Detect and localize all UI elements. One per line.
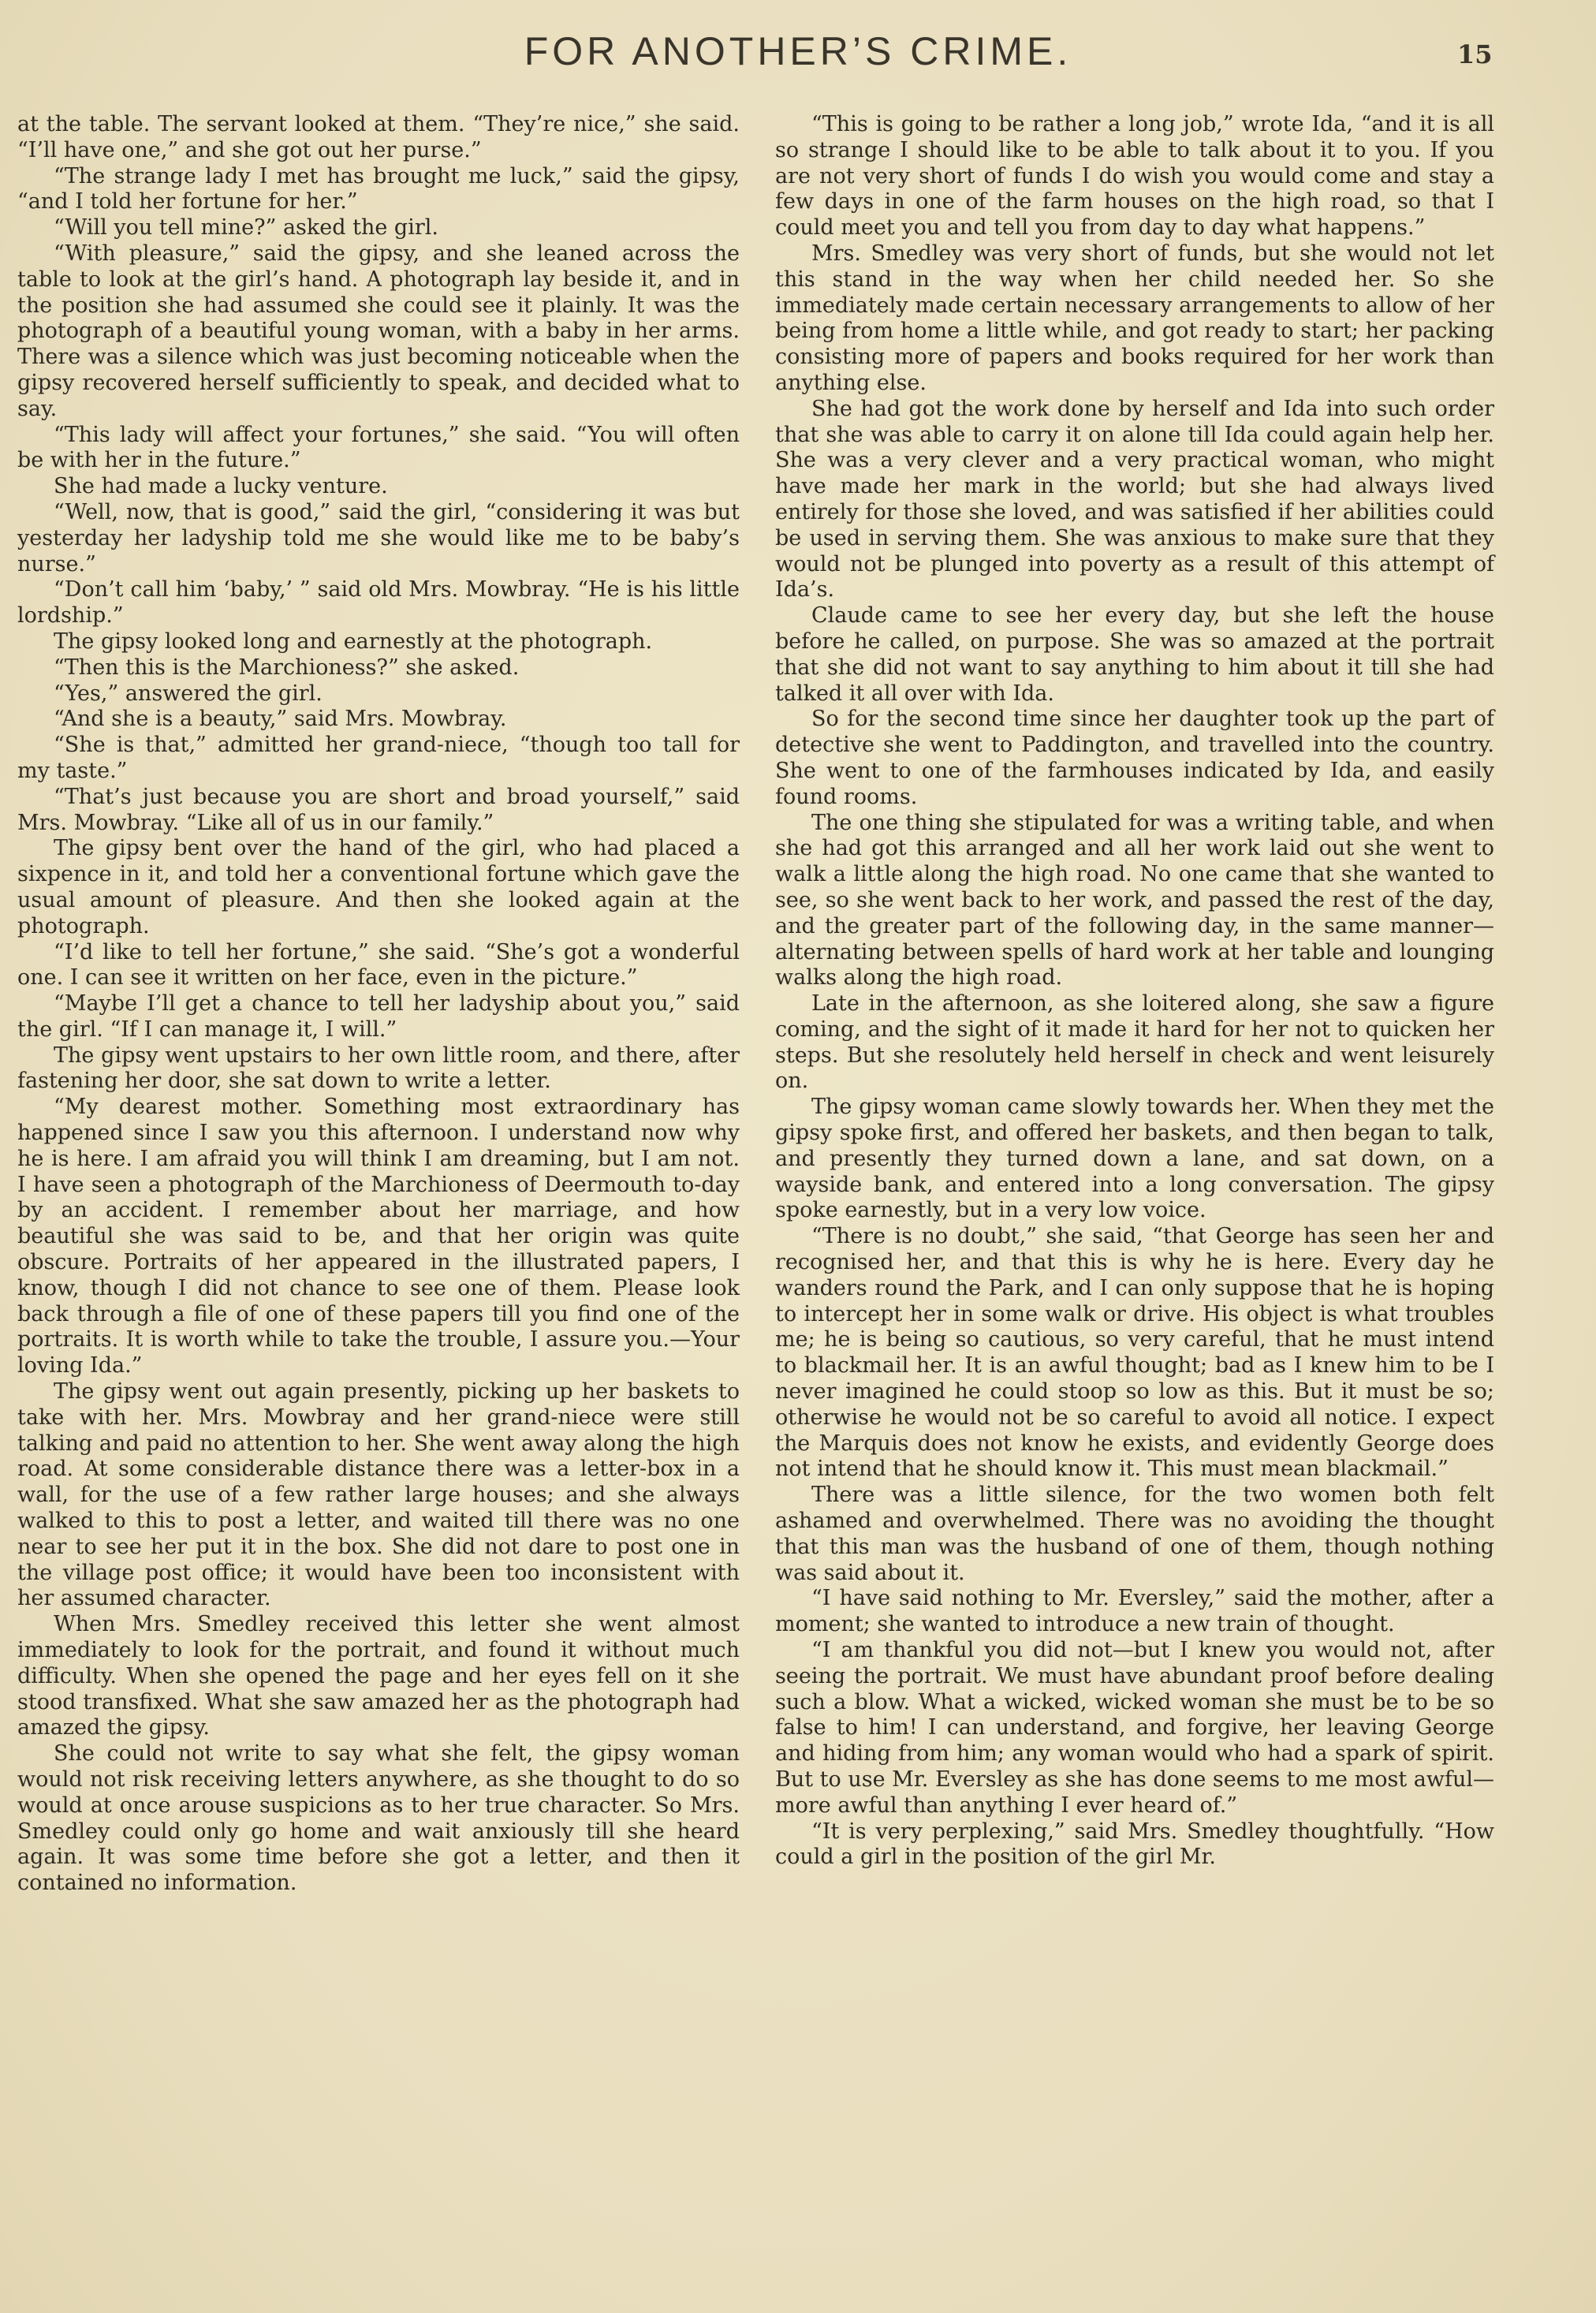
paragraph: She had made a lucky venture. xyxy=(54,474,388,499)
paragraph: at the table. The servant looked at them. “They’re nice,” she said. “I’ll have one,” and she got out her purse.” xyxy=(17,112,740,162)
paragraph: The gipsy bent over the hand of the girl, who had placed a sixpence in it, and told her a conventional fortune which gave the usual amount of pleasure. And then she looked again at the photograph. xyxy=(17,836,740,938)
paragraph: Mrs. Smedley was very short of funds, but she would not let this stand in the way when her child needed her. So she immediately made certain necessary arrangements to allow of her being from home a little while, and got ready to start; her packing consisting more of papers and books required for her work than anything else. xyxy=(775,241,1494,395)
paragraph: So for the second time since her daughter took up the part of detective she went to Paddington, and travelled into the country. She went to one of the farmhouses indicated by Ida, and easily found rooms. xyxy=(775,707,1494,809)
paragraph: There was a little silence, for the two women both felt ashamed and overwhelmed. There was no avoiding the thought that this man was the husband of one of them, though nothing was said about it. xyxy=(775,1483,1494,1585)
paragraph: “With pleasure,” said the gipsy, and she leaned across the table to look at the girl’s hand. A photograph lay beside it, and in the position she had assumed she could see it plainly. It was the photograph of a beautiful young woman, with a baby in her arms. There was a silence which was just becoming noticeable when the gipsy recovered herself sufficiently to speak, and decided what to say. xyxy=(17,241,740,421)
paragraph: The gipsy looked long and earnestly at the photograph. xyxy=(54,629,653,654)
paragraph: The one thing she stipulated for was a writing table, and when she had got this arranged and all her work laid out she went to walk a little along the high road. No one came that she wanted to see, so she went back to her work, and passed the rest of the day, and the greater part of the following day, in the same manner—alternating between spells of hard work at her table and lounging walks along the high road. xyxy=(775,810,1494,990)
paragraph: “Yes,” answered the girl. xyxy=(54,681,323,706)
paragraph: Late in the afternoon, as she loitered along, she saw a figure coming, and the sight of it made it hard for her not to quicken her steps. But she resolutely held herself in check and went leisurely on. xyxy=(775,991,1494,1094)
paragraph: “The strange lady I met has brought me luck,” said the gipsy, “and I told her fortune for her.” xyxy=(17,163,740,215)
paragraph: “And she is a beauty,” said Mrs. Mowbray. xyxy=(54,707,507,732)
right-column xyxy=(775,112,1494,1871)
paragraph: “It is very perplexing,” said Mrs. Smedley thoughtfully. “How could a girl in the position of the girl Mr. xyxy=(775,1819,1494,1870)
paragraph: “Don’t call him ‘baby,’ ” said old Mrs. Mowbray. “He is his little lordship.” xyxy=(17,577,740,629)
paragraph: She had got the work done by herself and Ida into such order that she was able to carry it on alone till Ida could again help her. She was a very clever and a very practical woman, who might have made her mark in the world; but she had always lived entirely for those she loved, and was satisfied if her abilities could be used in serving them. She was anxious to make sure that they would not be plunged into poverty as a result of this attempt of Ida’s. xyxy=(775,396,1494,602)
paragraph: “I’d like to tell her fortune,” she said. “She’s got a wonderful one. I can see it written on her face, even in the picture.” xyxy=(17,939,740,990)
paragraph: “She is that,” admitted her grand-niece, “though too tall for my taste.” xyxy=(17,733,740,783)
paragraph: When Mrs. Smedley received this letter she went almost immediately to look for the portrait, and found it without much difficulty. When she opened the page and her eyes fell on it she stood transfixed. What she saw amazed her as the photograph had amazed the gipsy. xyxy=(17,1612,740,1740)
paragraph: “Will you tell mine?” asked the girl. xyxy=(54,215,438,241)
page-number: 15 xyxy=(1457,39,1493,69)
paragraph: “This is going to be rather a long job,” wrote Ida, “and it is all so strange I should like to be able to talk about it to you. If you are not very short of funds I do wish you would come and stay a few days in one of the farm houses on the high road, so that I could meet you and tell you from day to day what happens.” xyxy=(775,112,1494,241)
left-column xyxy=(17,112,740,1897)
paragraph: “I am thankful you did not—but I knew you would not, after seeing the portrait. We must have abundant proof before dealing such a blow. What a wicked, wicked woman she must be to be so false to him! I can understand, and forgive, her leaving George and hiding from him; any woman would who had a spark of spirit. But to use Mr. Eversley as she has done seems to me most awful—more awful than anything I ever heard of.” xyxy=(775,1638,1494,1818)
paragraph: The gipsy went out again presently, picking up her baskets to take with her. Mrs. Mowbray and her grand-niece were still talking and paid no attention to her. She went away along the high road. At some considerable distance there was a letter-box in a wall, for the use of a few rather large houses; and she always walked to this to post a letter, and waited till there was no one near to see her put it in the box. She did not dare to post one in the village post office; it would have been too inconsistent with her assumed character. xyxy=(17,1379,740,1611)
paragraph: “Then this is the Marchioness?” she asked. xyxy=(54,655,520,680)
paragraph: “Maybe I’ll get a chance to tell her ladyship about you,” said the girl. “If I can manage it, I will.” xyxy=(17,991,740,1042)
paragraph: The gipsy woman came slowly towards her. When they met the gipsy spoke first, and offered her baskets, and then began to talk, and presently they turned down a lane, and sat down, on a wayside bank, and entered into a long conversation. The gipsy spoke earnestly, but in a very low voice. xyxy=(775,1095,1494,1223)
paragraph: “I have said nothing to Mr. Eversley,” said the mother, after a moment; she wanted to introduce a new train of thought. xyxy=(775,1586,1494,1637)
paragraph: “That’s just because you are short and broad yourself,” said Mrs. Mowbray. “Like all of us in our family.” xyxy=(17,784,740,835)
letter-paragraph: “My dearest mother. Something most extraordinary has happened since I saw you this afternoon. I understand now why he is here. I am afraid you will think I am dreaming, but I am not. I have seen a photograph of the Marchioness of Deermouth to-day by an accident. I remember about her marriage, and how beautiful she was said to be, and that her origin was quite obscure. Portraits of her appeared in the illustrated papers, I know, though I did not chance to see one of them. Please look back through a file of one of these papers till you find one of the portraits. It is worth while to take the trouble, I assure you.—Your loving Ida.” xyxy=(17,1095,740,1378)
paragraph: The gipsy went upstairs to her own little room, and there, after fastening her door, she sat down to write a letter. xyxy=(17,1043,740,1094)
page-header xyxy=(0,28,1596,84)
paragraph: “This lady will affect your fortunes,” she said. “You will often be with her in the future.” xyxy=(17,422,740,473)
paragraph: “There is no doubt,” she said, “that George has seen her and recognised her, and that this is why he is here. Every day he wanders round the Park, and I can only suppose that he is hoping to intercept her in some walk or drive. His object is what troubles me; he is being so cautious, so very careful, that he must intend to blackmail her. It is an awful thought; bad as I knew him to be I never imagined he could stoop so low as this. But it must be so; otherwise he would not be so careful to avoid all notice. I expect the Marquis does not know he exists, and evidently George does not intend that he should know it. This must mean blackmail.” xyxy=(775,1224,1494,1482)
running-title: FOR ANOTHER’S CRIME. xyxy=(524,29,1072,73)
paragraph: “Well, now, that is good,” said the girl, “considering it was but yesterday her ladyship told me she would like me to be baby’s nurse.” xyxy=(17,499,740,576)
paragraph: Claude came to see her every day, but she left the house before he called, on purpose. She was so amazed at the portrait that she did not want to say anything to him about it till she had talked it all over with Ida. xyxy=(775,603,1494,706)
paragraph: She could not write to say what she felt, the gipsy woman would not risk receiving letters anywhere, as she thought to do so would at once arouse suspicions as to her true character. So Mrs. Smedley could only go home and wait anxiously till she heard again. It was some time before she got a letter, and then it contained no information. xyxy=(17,1741,740,1896)
